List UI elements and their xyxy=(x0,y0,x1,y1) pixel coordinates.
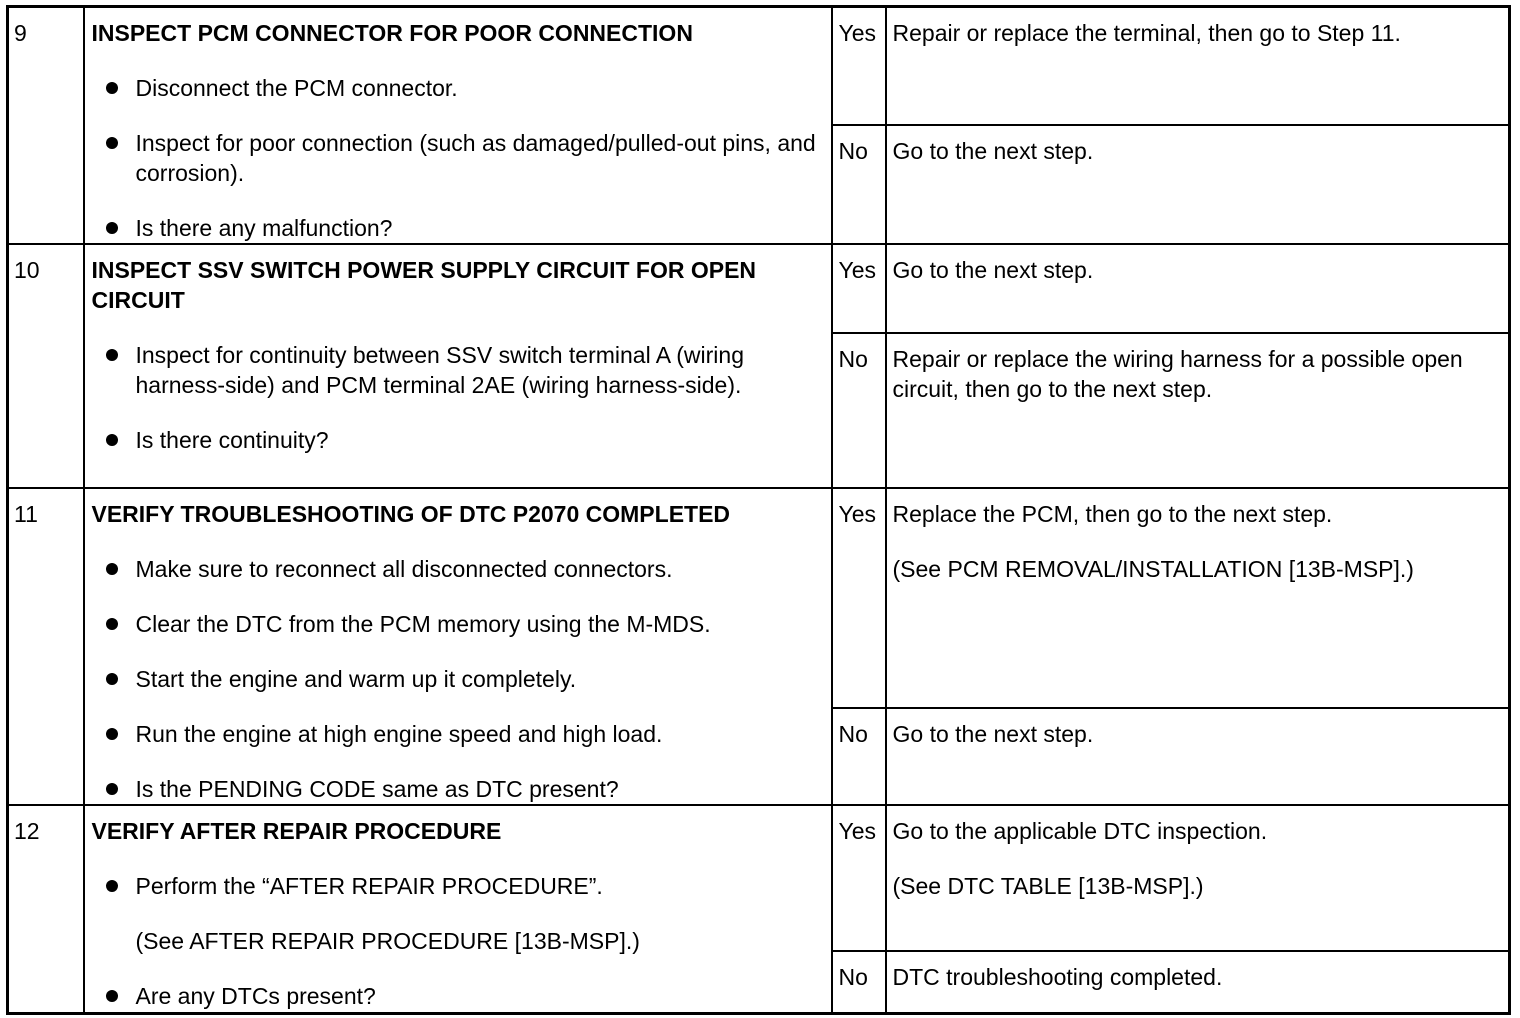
step-description xyxy=(84,488,832,805)
action-yes xyxy=(886,7,1510,126)
action-no xyxy=(886,708,1510,805)
action-no xyxy=(886,951,1510,1013)
action-yes xyxy=(886,488,1510,708)
step-row-11 xyxy=(8,488,1510,708)
bullet-item: Are any DTCs present? xyxy=(136,981,823,1011)
bullet-item: Make sure to reconnect all disconnected connectors. xyxy=(136,554,823,584)
action-reference: (See DTC TABLE [13B-MSP].) xyxy=(892,873,1204,899)
action-yes xyxy=(886,805,1510,951)
step-description xyxy=(84,7,832,245)
action-text: DTC troubleshooting completed. xyxy=(892,964,1223,990)
bullet-item: Perform the “AFTER REPAIR PROCEDURE”. xyxy=(136,871,823,901)
answer-yes: Yes xyxy=(832,805,886,951)
action-reference: (See PCM REMOVAL/INSTALLATION [13B-MSP].) xyxy=(892,556,1414,582)
answer-no: No xyxy=(832,708,886,805)
answer-no: No xyxy=(832,951,886,1013)
step-description xyxy=(84,244,832,488)
step-number: 10 xyxy=(8,244,84,488)
step-number: 11 xyxy=(8,488,84,805)
step-row-12 xyxy=(8,805,1510,951)
step-description xyxy=(84,805,832,1013)
action-yes xyxy=(886,244,1510,333)
bullet-item: Is there continuity? xyxy=(136,425,823,455)
action-text: Go to the next step. xyxy=(892,257,1094,283)
action-text: Go to the next step. xyxy=(892,721,1094,748)
answer-yes: Yes xyxy=(832,244,886,333)
bullet-item: Run the engine at high engine speed and high load. xyxy=(136,719,823,749)
step-number: 9 xyxy=(8,7,84,245)
step-title: VERIFY TROUBLESHOOTING OF DTC P2070 COMPLETED xyxy=(91,501,731,527)
step-row-10 xyxy=(8,244,1510,333)
bullet-item: Start the engine and warm up it completely. xyxy=(136,664,823,694)
action-text: Repair or replace the wiring harness for a possible open circuit, then go to the next step. xyxy=(892,346,1463,402)
bullet-item: Is there any malfunction? xyxy=(136,213,823,243)
step-number: 12 xyxy=(8,805,84,1013)
bullet-item: Is the PENDING CODE same as DTC present? xyxy=(136,774,823,804)
action-no xyxy=(886,333,1510,488)
troubleshooting-table xyxy=(6,5,1511,1015)
action-text: Go to the next step. xyxy=(892,138,1094,165)
step-title: INSPECT PCM CONNECTOR FOR POOR CONNECTION xyxy=(91,20,693,46)
answer-no: No xyxy=(832,125,886,244)
step-row-9 xyxy=(8,7,1510,126)
action-text: Go to the applicable DTC inspection. xyxy=(892,818,1268,844)
step-title: VERIFY AFTER REPAIR PROCEDURE xyxy=(91,818,502,844)
answer-yes: Yes xyxy=(832,488,886,708)
bullet-item: Inspect for poor connection (such as damaged/pulled-out pins, and corrosion). xyxy=(136,128,823,188)
answer-no: No xyxy=(832,333,886,488)
step-title: INSPECT SSV SWITCH POWER SUPPLY CIRCUIT FOR OPEN CIRCUIT xyxy=(91,257,757,313)
bullet-subtext: (See AFTER REPAIR PROCEDURE [13B-MSP].) xyxy=(135,928,640,954)
bullet-item: Inspect for continuity between SSV switch terminal A (wiring harness-side) and PCM terminal 2AE (wiring harness-side). xyxy=(136,340,823,400)
bullet-item: Disconnect the PCM connector. xyxy=(136,73,823,103)
answer-yes: Yes xyxy=(832,7,886,126)
action-no xyxy=(886,125,1510,244)
bullet-item: Clear the DTC from the PCM memory using the M-MDS. xyxy=(136,609,823,639)
action-text: Repair or replace the terminal, then go to Step 11. xyxy=(892,20,1401,46)
action-text: Replace the PCM, then go to the next step. xyxy=(892,501,1333,527)
